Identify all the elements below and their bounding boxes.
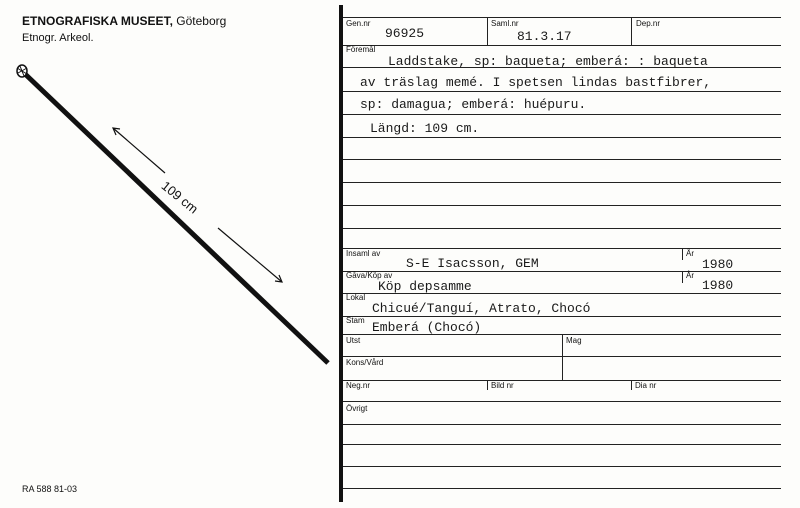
insaml-label: Insaml av: [346, 249, 381, 258]
card-left-border: [339, 5, 343, 502]
dep-nr-label: Dep.nr: [636, 19, 661, 28]
insaml-value: S-E Isacsson, GEM: [406, 256, 539, 271]
department-label: Etnogr. Arkeol.: [22, 32, 94, 44]
lokal-value: Chicué/Tanguí, Atrato, Chocó: [372, 301, 591, 316]
stam-value: Emberá (Chocó): [372, 320, 482, 335]
foremal-line-1: Laddstake, sp: baqueta; emberá: : baqueta: [388, 54, 708, 69]
museum-city: Göteborg: [176, 14, 227, 28]
insaml-year: 1980: [702, 257, 734, 272]
insaml-year-label: År: [686, 249, 694, 258]
object-drawing: [0, 0, 340, 508]
ramrod-illustration: [17, 65, 328, 363]
foremal-line-4: Längd: 109 cm.: [370, 121, 480, 136]
foremal-label: Föremål: [346, 45, 376, 54]
foremal-line-3: sp: damagua; emberá: huépuru.: [360, 97, 587, 112]
neg-nr-label: Neg.nr: [346, 381, 371, 390]
gava-year: 1980: [702, 278, 734, 293]
gava-value: Köp depsamme: [378, 279, 472, 294]
bild-nr-label: Bild nr: [491, 381, 514, 390]
lokal-label: Lokal: [346, 293, 366, 302]
utst-label: Utst: [346, 336, 361, 345]
header-row-bottom: [343, 45, 781, 46]
saml-nr-value: 81.3.17: [517, 29, 572, 44]
gava-label: Gåva/Köp av: [346, 271, 393, 280]
ovrigt-label: Övrigt: [346, 404, 368, 413]
museum-name-text: ETNOGRAFISKA MUSEET,: [22, 14, 173, 28]
dimension-label: 109 cm: [158, 178, 202, 217]
gen-nr-label: Gen.nr: [346, 19, 371, 28]
mag-label: Mag: [566, 336, 582, 345]
saml-nr-label: Saml.nr: [491, 19, 519, 28]
kons-label: Kons/Vård: [346, 358, 384, 367]
gava-year-label: År: [686, 271, 694, 280]
foremal-line-2: av träslag memé. I spetsen lindas bastfibrer,: [360, 75, 712, 90]
form-code: RA 588 81-03: [22, 484, 78, 494]
gen-nr-value: 96925: [385, 26, 425, 41]
stam-label: Stam: [346, 316, 365, 325]
dia-nr-label: Dia nr: [635, 381, 657, 390]
